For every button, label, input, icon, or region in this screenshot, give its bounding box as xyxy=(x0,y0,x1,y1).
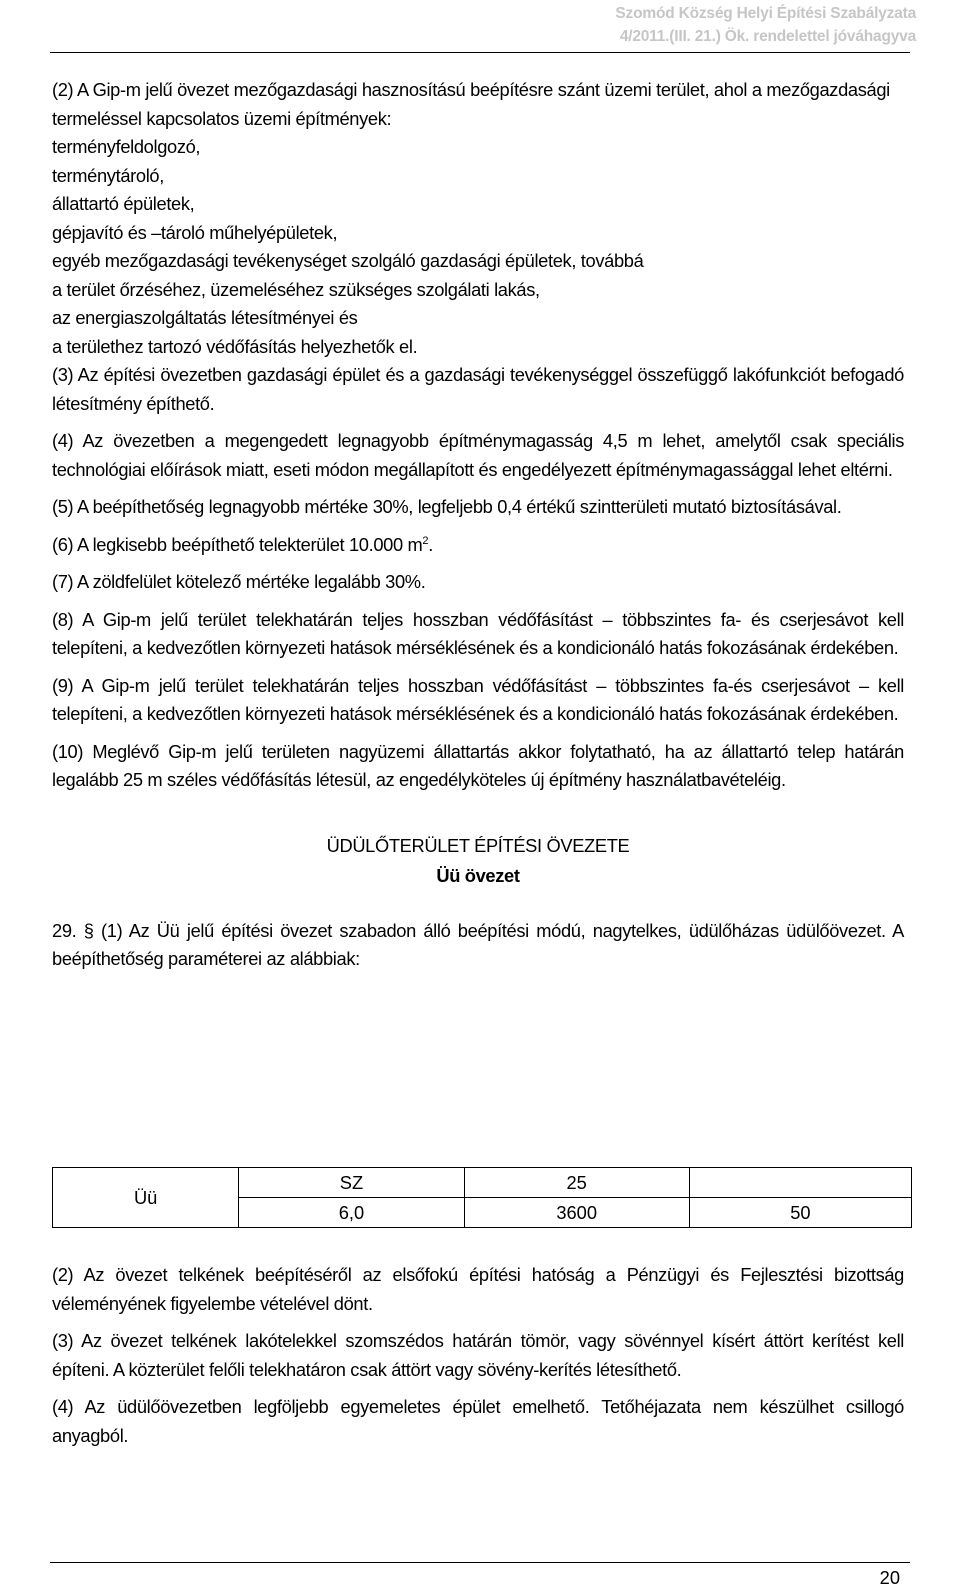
header-rule xyxy=(50,52,910,53)
header-decree: 4/2011.(III. 21.) Ök. rendelettel jóváhagyva xyxy=(619,28,916,45)
table-cell-label: Üü xyxy=(53,1168,239,1228)
list-item: állattartó épületek, xyxy=(52,193,195,214)
paragraph-gip-5: (5) A beépíthetőség legnagyobb mértéke 30%, legfeljebb 0,4 értékű szintterületi mutató biztosításával. xyxy=(52,496,842,517)
paragraph-gip-6-end: . xyxy=(428,533,433,555)
table-cell xyxy=(689,1168,911,1198)
paragraph-gip-9: (9) A Gip-m jelű terület telekhatárán teljes hosszban védőfásítást – többszintes fa-és cserjesávot – kell telepíteni, a kedvezőtlen környezeti hatások mérséklésének és a kondicionáló hatás fokozásának érdekében. xyxy=(52,674,904,724)
parameter-table xyxy=(52,1167,912,1228)
section-subtitle: Üü övezet xyxy=(436,864,520,886)
paragraph-gip-10: (10) Meglévő Gip-m jelű területen nagyüzemi állattartás akkor folytatható, ha az állattartó telep határán legalább 25 m széles védőfásítás létesül, az engedélyköteles új építmény használatbavételéig. xyxy=(52,740,904,790)
paragraph-uu-4: (4) Az üdülőövezetben legföljebb egyemeletes épület emelhető. Tetőhéjazata nem készülhet csillogó anyagból. xyxy=(52,1396,904,1446)
superscript: 2 xyxy=(422,534,429,547)
main-content xyxy=(52,76,904,983)
document-header xyxy=(615,2,916,48)
list-item: a terület őrzéséhez, üzemeléséhez szükséges szolgálati lakás, xyxy=(52,278,540,300)
paragraph-uu-1: 29. § (1) Az Üü jelű építési övezet szabadon álló beépítési módú, nagytelkes, üdülőházas üdülőövezet. A beépíthetőség paraméterei az alábbiak: xyxy=(52,919,904,969)
list-item: terménytároló, xyxy=(52,164,164,186)
page-number: 20 xyxy=(879,1567,900,1588)
table-cell: 6,0 xyxy=(239,1198,464,1228)
paragraph-gip-7: (7) A zöldfelület kötelező mértéke legalább 30%. xyxy=(52,571,426,592)
paragraph-uu-2: (2) Az övezet telkének beépítéséről az elsőfokú építési hatóság a Pénzügyi és Fejlesztési bizottság véleményének figyelembe vételével dönt. xyxy=(52,1264,904,1314)
section-heading xyxy=(52,831,904,891)
header-title: Szomód Község Helyi Építési Szabályzata xyxy=(615,5,916,22)
table-cell: 3600 xyxy=(464,1198,689,1228)
table-cell: 25 xyxy=(464,1168,689,1198)
list-item: a területhez tartozó védőfásítás helyezhetők el. xyxy=(52,335,418,357)
list-item: egyéb mezőgazdasági tevékenységet szolgáló gazdasági épületek, továbbá xyxy=(52,250,644,271)
section-uu-paragraphs xyxy=(52,1261,904,1459)
paragraph-gip-6 xyxy=(52,531,904,560)
list-item: az energiaszolgáltatás létesítményei és xyxy=(52,307,358,328)
paragraph-gip-6-text: (6) A legkisebb beépíthető telekterület 10.000 m xyxy=(52,533,423,555)
table-row xyxy=(53,1168,912,1198)
paragraph-gip-3: (3) Az építési övezetben gazdasági épület és a gazdasági tevékenységgel összefüggő lakófunkciót befogadó létesítmény építhető. xyxy=(52,364,904,414)
paragraph-uu-3: (3) Az övezet telkének lakótelekkel szomszédos határán tömör, vagy sövénnyel kísért áttört kerítést kell építeni. A közterület felőli telekhatáron csak áttört vagy sövény-kerítés létesíthető. xyxy=(52,1330,904,1380)
paragraph-gip-4: (4) Az övezetben a megengedett legnagyobb építménymagasság 4,5 m lehet, amelytől csak speciális technológiai előírások miatt, eseti módon megállapított és engedélyezett építménymagassággal lehet eltérni. xyxy=(52,430,904,480)
table-cell: SZ xyxy=(239,1168,464,1198)
list-item: gépjavító és –tároló műhelyépületek, xyxy=(52,221,338,243)
paragraph-gip-8: (8) A Gip-m jelű terület telekhatárán teljes hosszban védőfásítást – többszintes fa- és cserjesávot kell telepíteni, a kedvezőtlen környezeti hatások mérséklésének és a kondicionáló hatás fokozásának érdekében. xyxy=(52,608,904,658)
footer-rule xyxy=(50,1562,910,1563)
paragraph-gip-2-intro: (2) A Gip-m jelű övezet mezőgazdasági hasznosítású beépítésre szánt üzemi terület, ahol a mezőgazdasági termeléssel kapcsolatos üzemi építmények: xyxy=(52,79,890,129)
list-item: terményfeldolgozó, xyxy=(52,136,201,157)
table-cell: 50 xyxy=(689,1198,911,1228)
parameter-table-wrap xyxy=(52,1167,912,1228)
section-title: ÜDÜLŐTERÜLET ÉPÍTÉSI ÖVEZETE xyxy=(326,834,630,856)
